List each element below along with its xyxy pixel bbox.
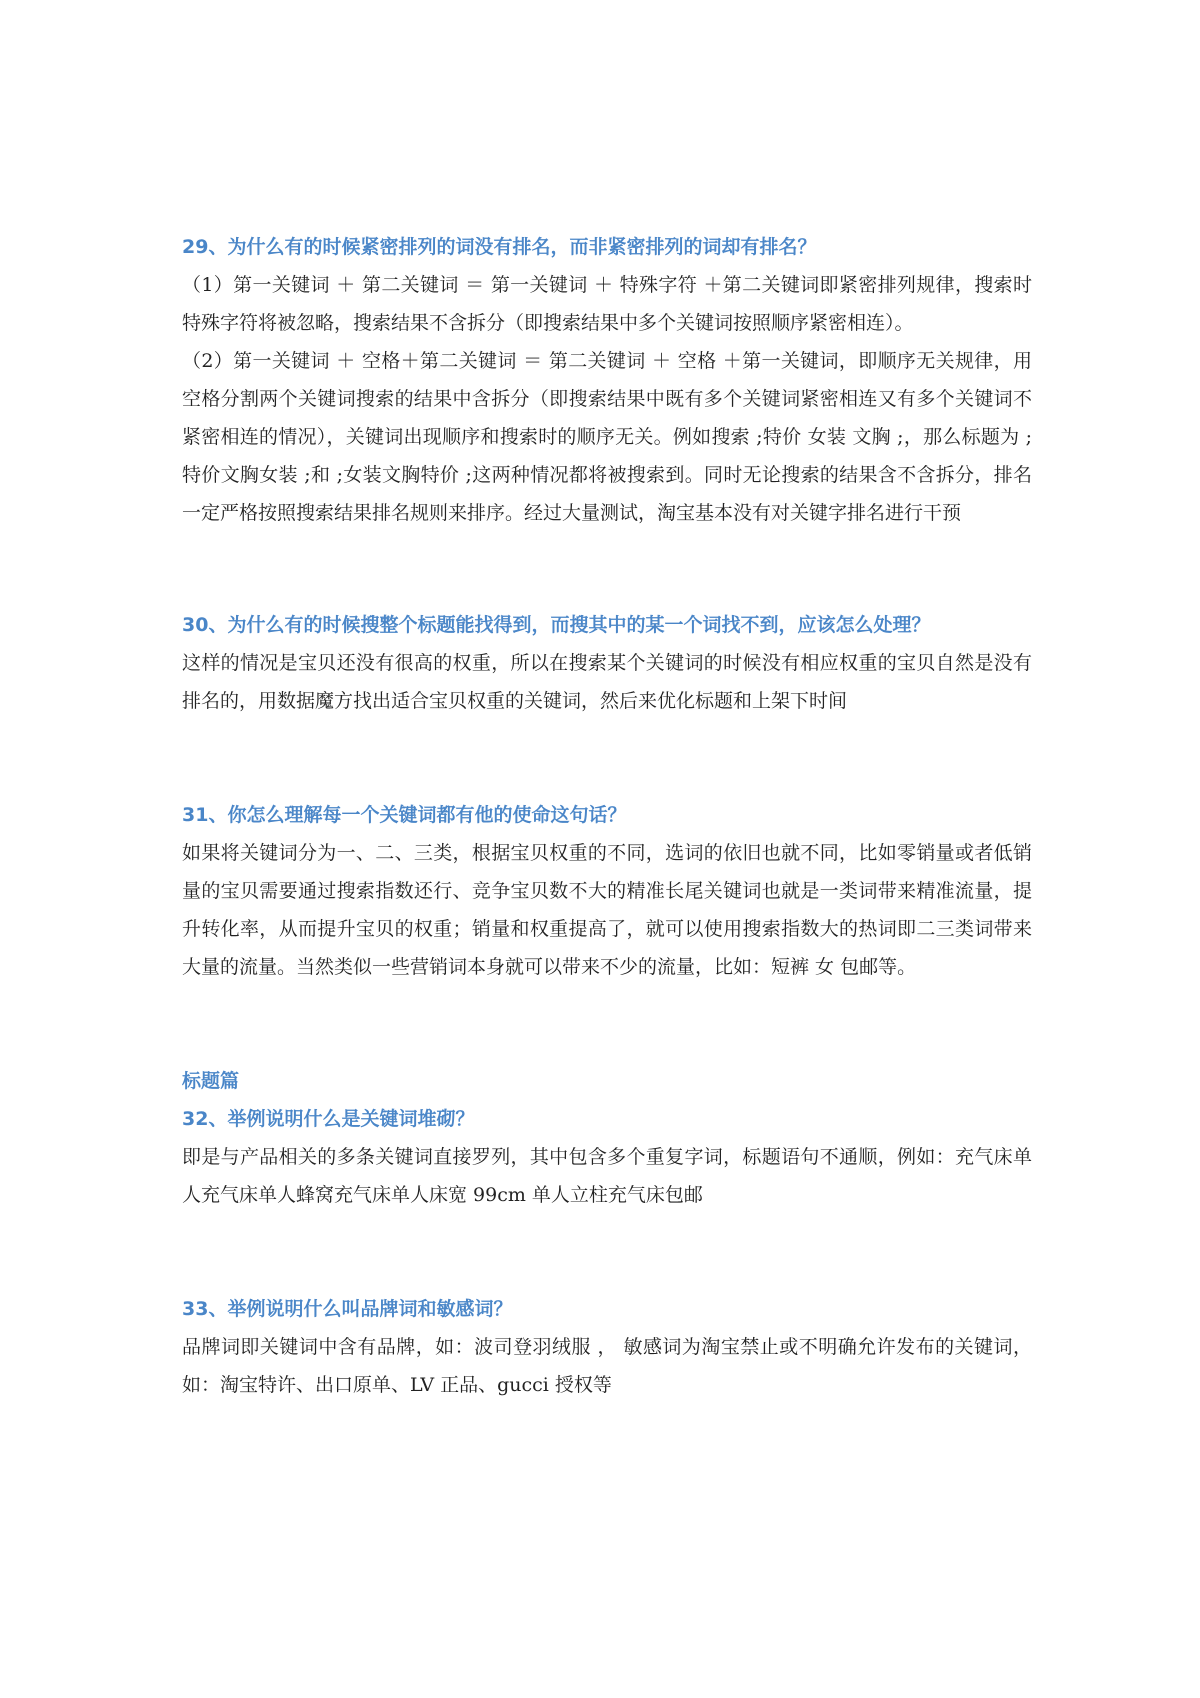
title-chapter <box>182 1062 1032 1100</box>
answer-paragraph: （1）第一关键词 ＋ 第二关键词 ＝ 第一关键词 ＋ 特殊字符 ＋第二关键词即紧密排列规律，搜索时特殊字符将被忽略，搜索结果不含拆分（即搜索结果中多个关键词按照顺序紧密相连）。 <box>182 274 1032 334</box>
qa-section-29 <box>182 228 1032 532</box>
answer-paragraph: 品牌词即关键词中含有品牌，如：波司登羽绒服 ， 敏感词为淘宝禁止或不明确允许发布的关键词，如：淘宝特许、出口原单、LV 正品、gucci 授权等 <box>182 1336 1032 1396</box>
spacer <box>182 986 1032 1062</box>
document-content <box>182 228 1032 1404</box>
question-heading: 31、你怎么理解每一个关键词都有他的使命这句话？ <box>182 804 627 826</box>
answer-paragraph: 如果将关键词分为一、二、三类，根据宝贝权重的不同，选词的依旧也就不同，比如零销量或者低销量的宝贝需要通过搜索指数还行、竞争宝贝数不大的精准长尾关键词也就是一类词带来精准流量，提升转化率，从而提升宝贝的权重；销量和权重提高了，就可以使用搜索指数大的热词即二三类词带来大量的流量。当然类似一些营销词本身就可以带来不少的流量，比如：短裤 女 包邮等。 <box>182 842 1032 978</box>
spacer <box>182 532 1032 606</box>
spacer <box>182 720 1032 796</box>
answer-paragraph: 即是与产品相关的多条关键词直接罗列，其中包含多个重复字词，标题语句不通顺，例如：充气床单人充气床单人蜂窝充气床单人床宽 99cm 单人立柱充气床包邮 <box>182 1146 1032 1206</box>
question-heading: 30、为什么有的时候搜整个标题能找得到，而搜其中的某一个词找不到，应该怎么处理？ <box>182 614 931 636</box>
answer-paragraph: 这样的情况是宝贝还没有很高的权重，所以在搜索某个关键词的时候没有相应权重的宝贝自然是没有排名的，用数据魔方找出适合宝贝权重的关键词，然后来优化标题和上架下时间 <box>182 652 1032 712</box>
question-heading: 33、举例说明什么叫品牌词和敏感词？ <box>182 1298 513 1320</box>
chapter-title: 标题篇 <box>182 1070 240 1092</box>
answer-paragraph: （2）第一关键词 ＋ 空格＋第二关键词 ＝ 第二关键词 ＋ 空格 ＋第一关键词，即顺序无关规律，用空格分割两个关键词搜索的结果中含拆分（即搜索结果中既有多个关键词紧密相连又有多个关键词不紧密相连的情况），关键词出现顺序和搜索时的顺序无关。例如搜索 ;特价 女装 文胸 ;，那么标题为 ;特价文胸女装 ;和 ;女装文胸特价 ;这两种情况都将被搜索到。同时无论搜索的结果含不含拆分，排名一定严格按照搜索结果排名规则来排序。经过大量测试，淘宝基本没有对关键字排名进行干预 <box>182 350 1032 524</box>
qa-section-32 <box>182 1100 1032 1214</box>
qa-section-31 <box>182 796 1032 986</box>
qa-section-30 <box>182 606 1032 720</box>
spacer <box>182 1214 1032 1290</box>
qa-section-33 <box>182 1290 1032 1404</box>
question-heading: 29、为什么有的时候紧密排列的词没有排名，而非紧密排列的词却有排名？ <box>182 236 817 258</box>
question-heading: 32、举例说明什么是关键词堆砌？ <box>182 1108 475 1130</box>
